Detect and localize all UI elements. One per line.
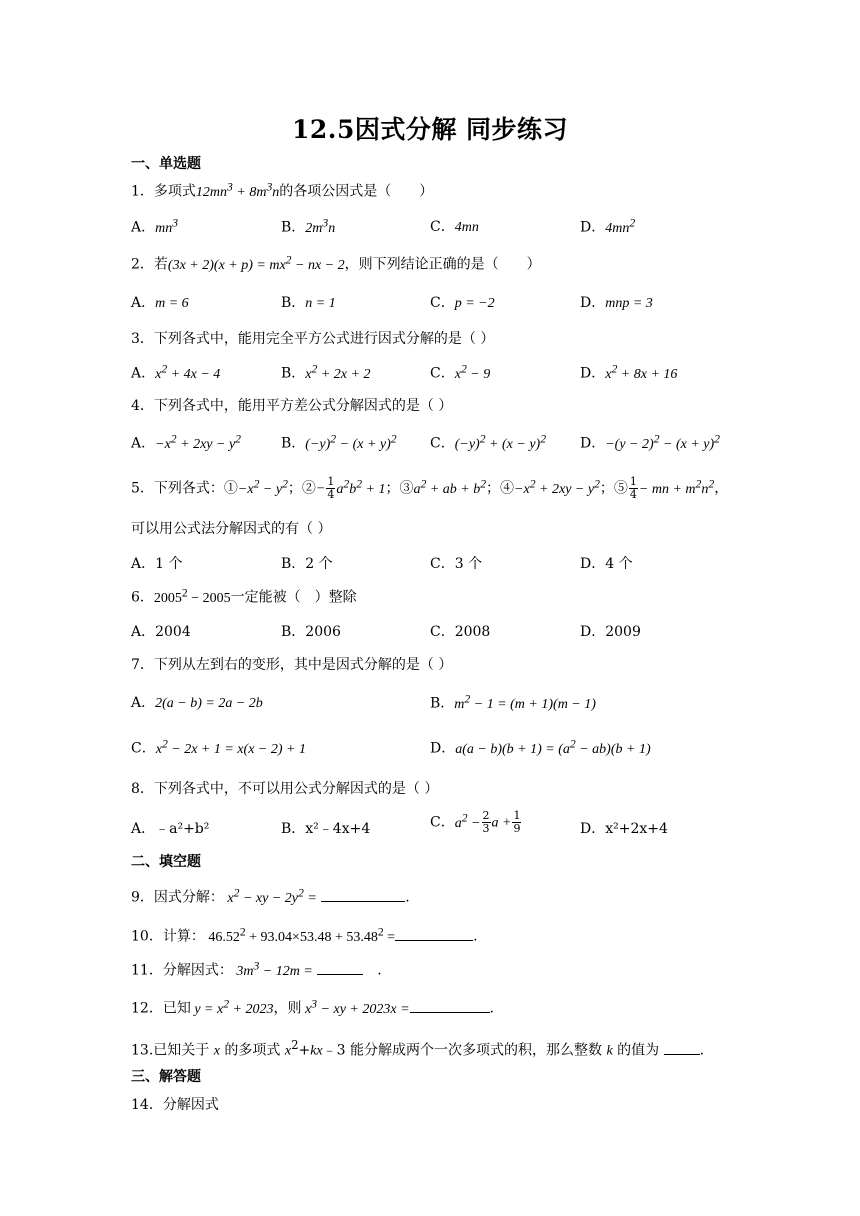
question-11-answer-blank[interactable] xyxy=(317,974,363,975)
question-6-option-a: A．2004 xyxy=(131,624,191,640)
question-12-answer-blank[interactable] xyxy=(410,1012,490,1013)
question-7-option-d: D．$a(a - b)(b + 1) = (a^2 - ab)(b + 1)$ xyxy=(430,737,651,757)
question-1-option-c: C．4mn xyxy=(430,219,479,235)
page-title: 12.5因式分解 同步练习 xyxy=(291,115,569,144)
question-8-option-a: A．﹣a²+b² xyxy=(131,821,210,837)
question-5-option-c: C．3 个 xyxy=(430,556,483,572)
question-8-option-b: B．x²﹣4x+4 xyxy=(281,821,371,837)
question-2-option-d: D．mnp = 3 xyxy=(580,295,653,311)
question-3-option-a: A．$x^2 + 4x - 4$ xyxy=(131,362,221,382)
question-7-option-c: C．$x^2 - 2x + 1 = x(x - 2) + 1$ xyxy=(131,737,306,757)
question-2-option-a: A．m = 6 xyxy=(131,295,189,311)
question-13-answer-blank[interactable] xyxy=(664,1054,700,1055)
question-5-stem-line-1: 5．下列各式：$①-x^2 - y^2$；②− $\frac{1}{4}$ $a^2b^2 + 1$；$③a^2$ + ab + $b^2$；$④-x^2 + 2xy - y^2$；⑤ $\frac{1}{4}$ − mn + $m^2n^2$， xyxy=(131,475,729,501)
question-4-stem: 4．下列各式中，能用平方差公式分解因式的是（ ） xyxy=(131,398,453,414)
question-14-stem: 14．分解因式 xyxy=(131,1097,219,1113)
question-8-option-d: D．x²+2x+4 xyxy=(580,821,668,837)
question-12-stem: 12．已知 $y = x^2 + 2023$，则 $x^3$ − xy + 2023x = . xyxy=(131,997,494,1017)
question-7-option-a: A．2(a − b) = 2a − 2b xyxy=(131,695,263,711)
question-3-option-b: B．$x^2 + 2x + 2$ xyxy=(281,362,371,382)
question-4-option-c: C．$(-y)^2 + (x - y)^2$ xyxy=(430,432,547,452)
question-1-option-d: D．$4mn^2$ xyxy=(580,216,636,236)
question-8-option-c: C．$a^2$ − $\frac{2}{3}$ a + $\frac{1}{9}$ xyxy=(430,809,521,835)
question-3-stem: 3．下列各式中，能用完全平方公式进行因式分解的是（ ） xyxy=(131,331,495,347)
question-13-stem: 13.已知关于 x 的多项式 $x^2+kx﹣3$ 能分解成两个一次多项式的积，那么整数 k 的值为 . xyxy=(131,1038,705,1059)
question-2-option-c: C．p = −2 xyxy=(430,295,495,311)
question-11-stem: 11．分解因式： $3m^3 - 12m$ = . xyxy=(131,959,382,979)
question-5-option-b: B．2 个 xyxy=(281,556,333,572)
question-1-option-a: A．$mn^3$ xyxy=(131,216,179,236)
question-2-option-b: B．n = 1 xyxy=(281,295,336,311)
question-6-option-d: D．2009 xyxy=(580,624,641,640)
section-heading-single-choice: 一、单选题 xyxy=(131,156,201,172)
question-4-option-b: B．$(-y)^2 - (x + y)^2$ xyxy=(281,432,397,452)
question-5-option-d: D．4 个 xyxy=(580,556,633,572)
question-9-stem: 9．因式分解： $x^2$ − xy − $2y^2$ = . xyxy=(131,886,410,906)
question-7-stem: 7．下列从左到右的变形，其中是因式分解的是（ ） xyxy=(131,657,453,673)
question-5-option-a: A．1 个 xyxy=(131,556,183,572)
question-3-option-c: C．$x^2 - 9$ xyxy=(430,362,491,382)
question-9-answer-blank[interactable] xyxy=(321,901,405,902)
question-10-stem: 10．计算： $46.52^2 + 93.04\times 53.48 + 53.48^2$ = . xyxy=(131,925,478,945)
question-1-stem: 1．多项式$12mn^3 + 8m^3n$的各项公因式是（ ） xyxy=(131,180,434,200)
question-6-stem: 6．$2005^2 - 2005$一定能被（ ）整除 xyxy=(131,586,357,606)
question-7-option-b: B．$m^2 - 1 = (m + 1)(m - 1)$ xyxy=(430,692,596,712)
question-3-option-d: D．$x^2 + 8x + 16$ xyxy=(580,362,678,382)
question-8-stem: 8．下列各式中，不可以用公式分解因式的是（ ） xyxy=(131,781,439,797)
section-heading-fill-in: 二、填空题 xyxy=(131,854,201,870)
question-6-option-b: B．2006 xyxy=(281,624,341,640)
section-heading-answer: 三、解答题 xyxy=(131,1069,201,1085)
question-6-option-c: C．2008 xyxy=(430,624,491,640)
question-5-stem-line-2: 可以用公式法分解因式的有（ ） xyxy=(131,521,332,537)
question-4-option-d: D．$-(y - 2)^2 - (x + y)^2$ xyxy=(580,432,720,452)
question-2-stem: 2．若$(3x + 2)(x + p) = mx^2$ − nx − 2，则下列结论正确的是（ ） xyxy=(131,253,541,273)
question-4-option-a: A．$-x^2 + 2xy - y^2$ xyxy=(131,432,241,452)
question-10-answer-blank[interactable] xyxy=(395,940,473,941)
question-1-option-b: B．$2m^3n$ xyxy=(281,216,336,236)
